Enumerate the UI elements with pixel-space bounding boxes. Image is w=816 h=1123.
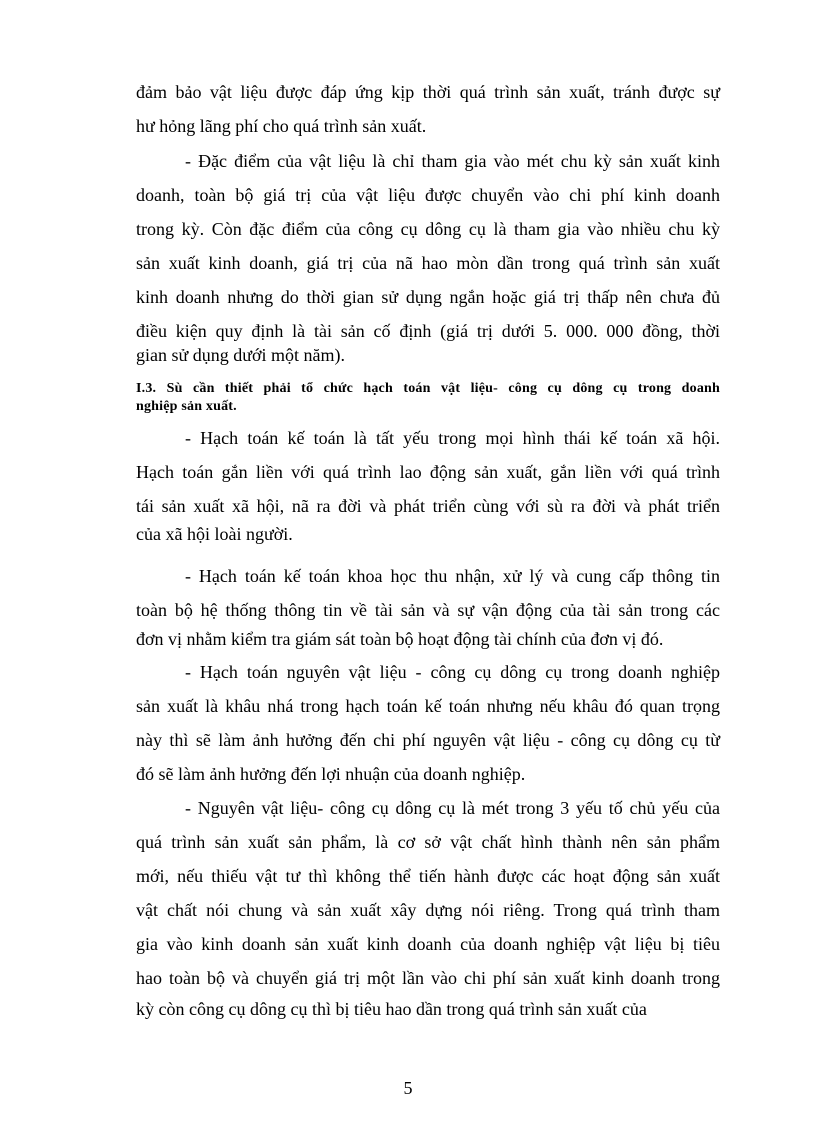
paragraph-line: gian sử dụng dưới một năm). [136,345,346,365]
paragraph-line: kinh doanh nhưng do thời gian sử dụng ngắn hoặc giá trị thấp nên chưa đủ [136,287,720,307]
paragraph-line: hư hỏng lãng phí cho quá trình sản xuất. [136,116,427,136]
paragraph-line: - Hạch toán nguyên vật liệu - công cụ dông cụ trong doanh nghiệp [185,662,720,682]
paragraph-line: Hạch toán gắn liền với quá trình lao động sản xuất, gắn liền với quá trình [136,462,720,482]
paragraph-line: - Nguyên vật liệu- công cụ dông cụ là mét trong 3 yếu tố chủ yếu của [185,798,720,818]
paragraph-line: mới, nếu thiếu vật tư thì không thể tiến hành được các hoạt động sản xuất [136,866,720,886]
paragraph-line: - Hạch toán kế toán khoa học thu nhận, xử lý và cung cấp thông tin [185,566,720,586]
paragraph-line: đảm bảo vật liệu được đáp ứng kịp thời quá trình sản xuất, tránh được sự [136,82,720,102]
section-heading-line: I.3. Sù cần thiết phải tổ chức hạch toán vật liệu- công cụ dông cụ trong doanh [136,381,720,396]
paragraph-line: quá trình sản xuất sản phẩm, là cơ sở vật chất hình thành nên sản phẩm [136,832,720,852]
paragraph-line: vật chất nói chung và sản xuất xây dựng nói riêng. Trong quá trình tham [136,900,720,920]
paragraph-line: của xã hội loài người. [136,524,293,544]
paragraph-line: - Đặc điểm của vật liệu là chỉ tham gia vào mét chu kỳ sản xuất kinh [185,151,720,171]
paragraph-line: gia vào kinh doanh sản xuất kinh doanh của doanh nghiệp vật liệu bị tiêu [136,934,720,954]
paragraph-line: hao toàn bộ và chuyển giá trị một lần vào chi phí sản xuất kinh doanh trong [136,968,720,988]
paragraph-line: đơn vị nhằm kiểm tra giám sát toàn bộ hoạt động tài chính của đơn vị đó. [136,629,664,649]
paragraph-line: này thì sẽ làm ảnh hưởng đến chi phí nguyên vật liệu - công cụ dông cụ từ [136,730,720,750]
paragraph-line: đó sẽ làm ảnh hưởng đến lợi nhuận của doanh nghiệp. [136,764,526,784]
paragraph-line: sản xuất là khâu nhá trong hạch toán kế toán nhưng nếu khâu đó quan trọng [136,696,720,716]
paragraph-line: trong kỳ. Còn đặc điểm của công cụ dông cụ là tham gia vào nhiều chu kỳ [136,219,720,239]
paragraph-line: doanh, toàn bộ giá trị của vật liệu được chuyển vào chi phí kinh doanh [136,185,720,205]
paragraph-line: điều kiện quy định là tài sản cố định (giá trị dưới 5. 000. 000 đồng, thời [136,321,720,341]
paragraph-line: tái sản xuất xã hội, nã ra đời và phát triển cùng với sù ra đời và phát triển [136,496,720,516]
paragraph-line: toàn bộ hệ thống thông tin về tài sản và sự vận động của tài sản trong các [136,600,720,620]
section-heading-line: nghiệp sản xuất. [136,399,237,414]
paragraph-line: kỳ còn công cụ dông cụ thì bị tiêu hao dần trong quá trình sản xuất của [136,999,647,1019]
paragraph-line: sản xuất kinh doanh, giá trị của nã hao mòn dần trong quá trình sản xuất [136,253,720,273]
page-number: 5 [403,1078,413,1098]
paragraph-line: - Hạch toán kế toán là tất yếu trong mọi hình thái kế toán xã hội. [185,428,720,448]
